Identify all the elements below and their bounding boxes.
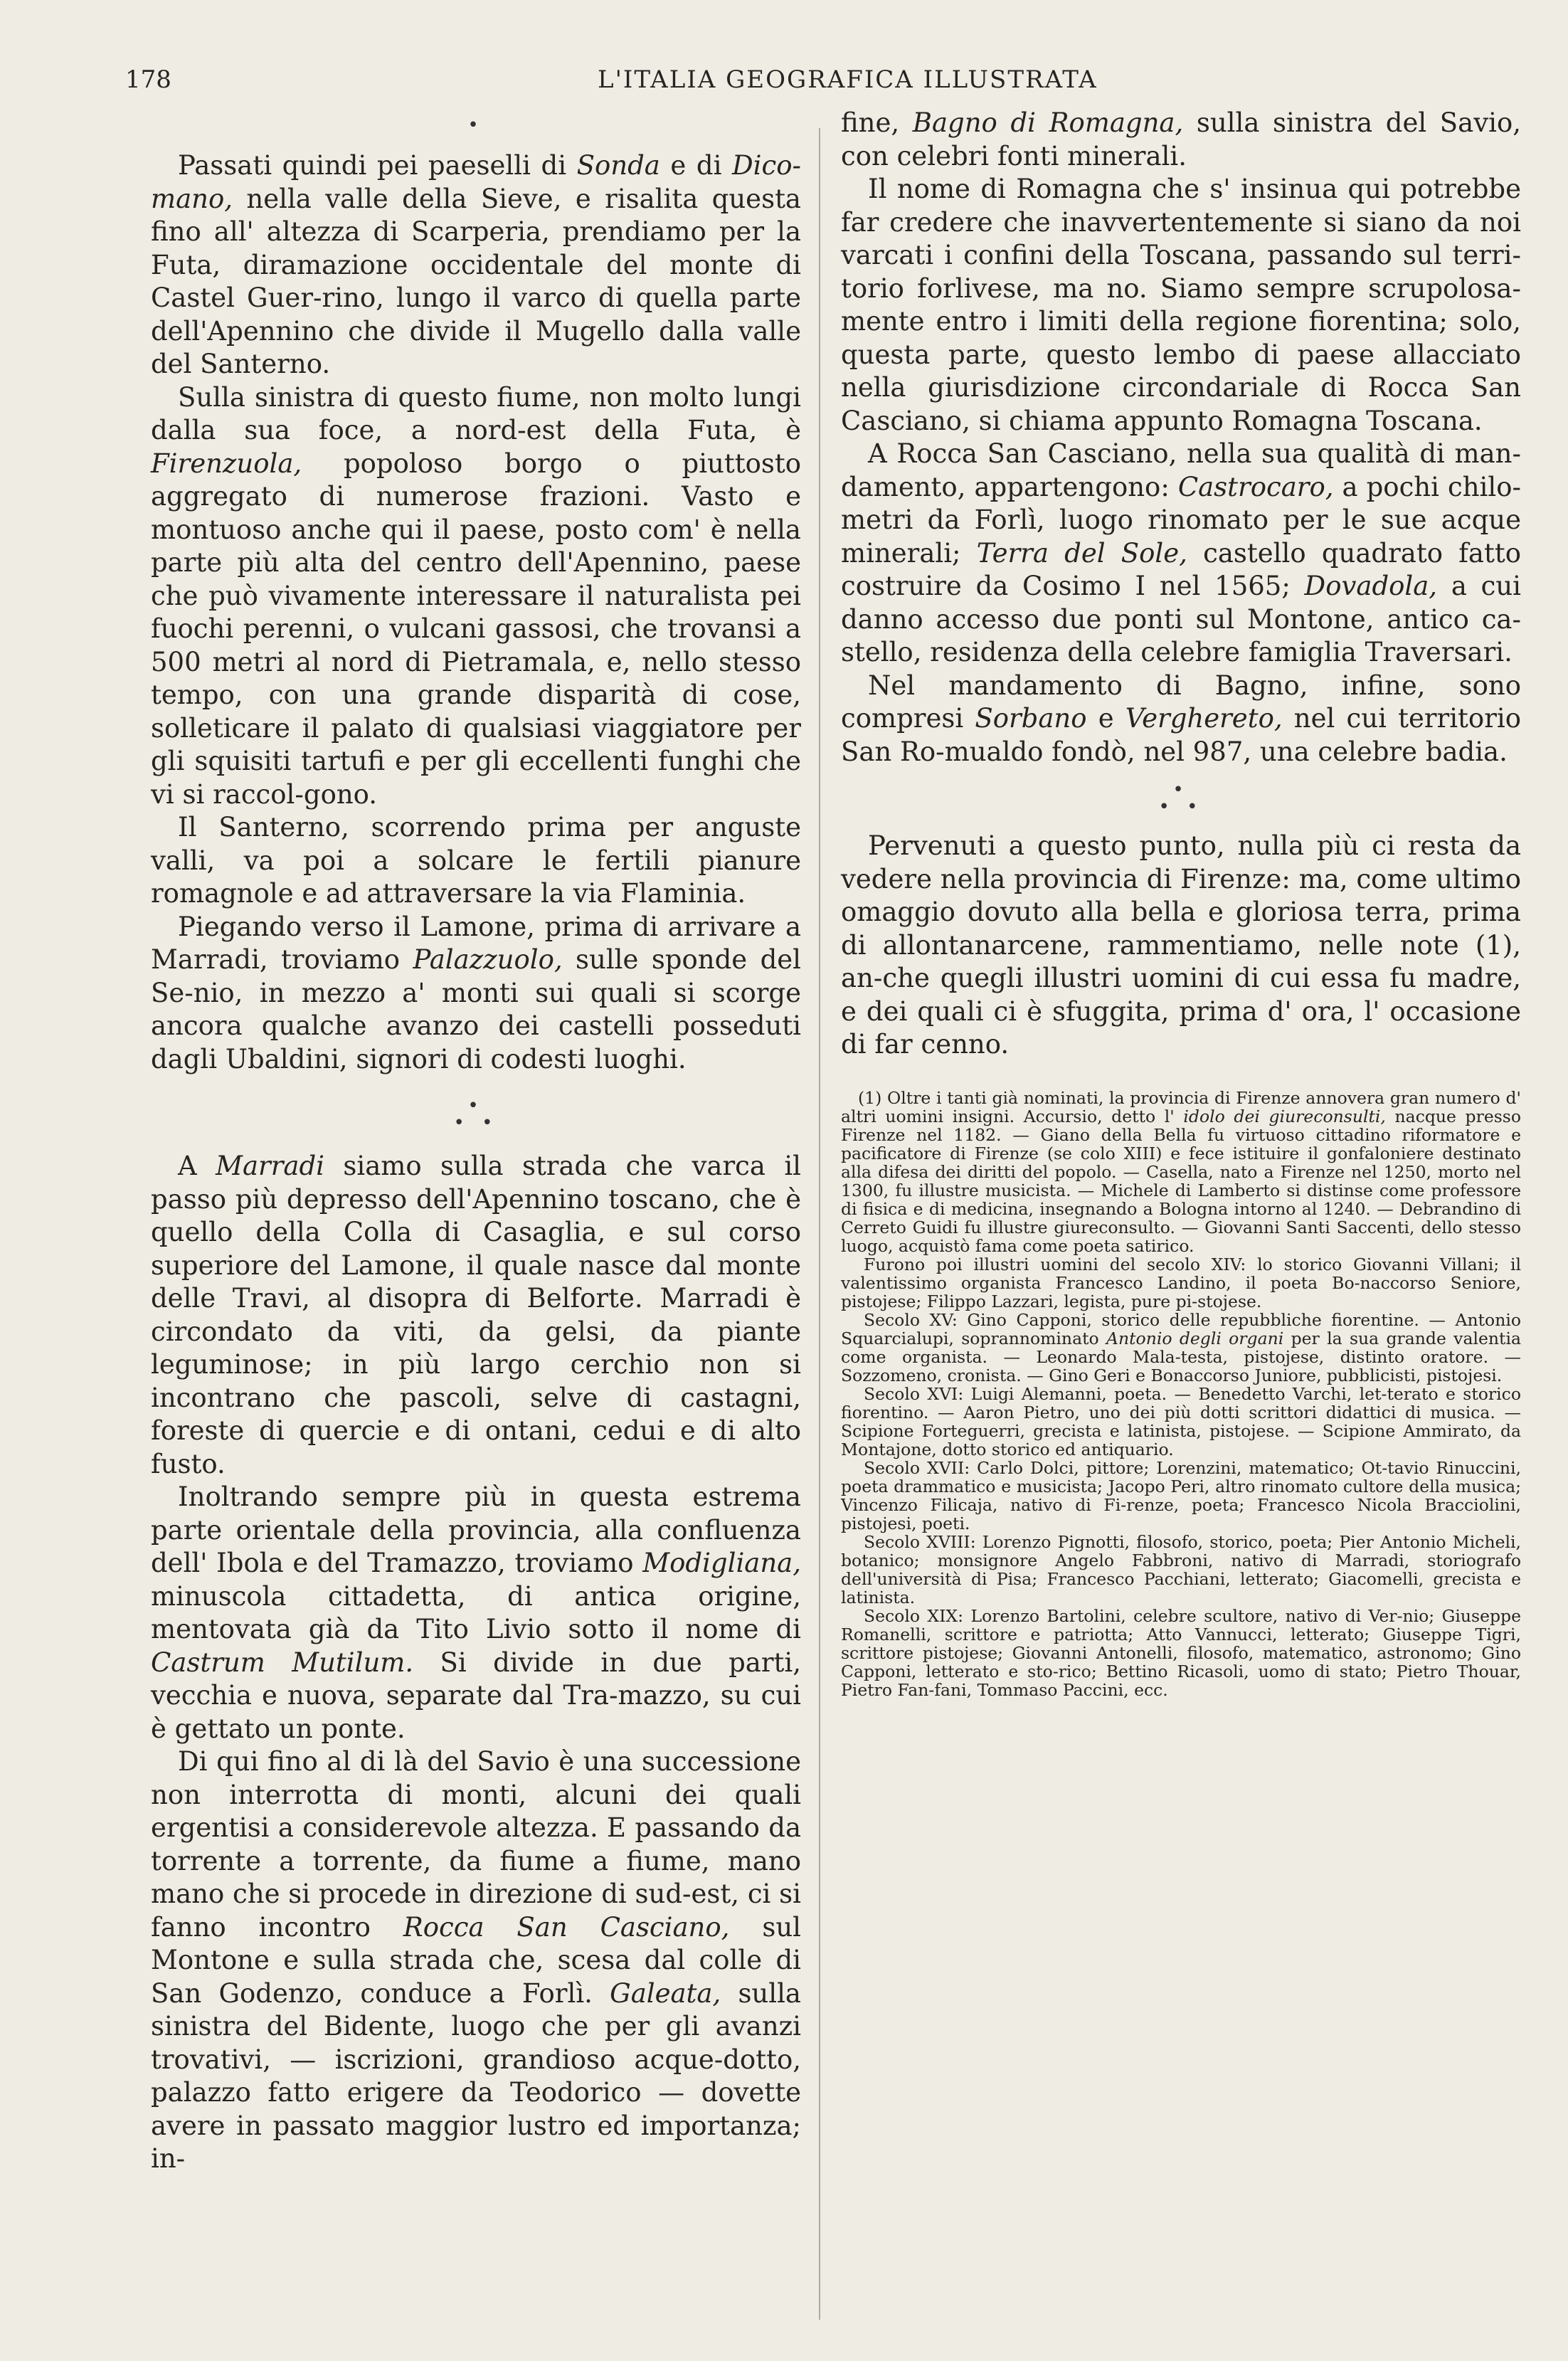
text-run: Sulla sinistra di questo fiume, non molto lungi dalla sua foce, a nord-est della Futa, è (151, 381, 801, 445)
footnote (841, 1255, 1521, 1311)
text-run: a pochi chilo-metri da Forlì, luogo rinomato per le sue acque minerali; (841, 471, 1521, 569)
text-run: Il Santerno, scorrendo prima per anguste valli, va poi a solcare le fertili pianure romagnole e ad attraversare la via Flaminia. (151, 812, 801, 909)
italic-run: Verghereto, (1125, 703, 1283, 734)
text-run: Inoltrando sempre più in questa estrema parte orientale della provincia, alla confluenza dell' Ibola e del Tramazzo, troviamo (151, 1481, 801, 1578)
text-run: Passati quindi pei paeselli di (178, 150, 577, 181)
text-run: sulle sponde del Se-nio, in mezzo a' monti sui quali si scorge ancora qualche avanzo dei castelli posseduti dagli Ubaldini, signori di codesti luoghi. (151, 944, 801, 1074)
separator-dots: • • (453, 1112, 499, 1134)
italic-run: Castrocaro, (1177, 471, 1334, 502)
footnote (841, 1385, 1521, 1459)
italic-run: Rocca San Casciano, (403, 1911, 730, 1943)
text-run: nacque presso Firenze nel 1182. — Giano della Bella fu virtuoso cittadino riformatore e pacificatore di Firenze (se colo XIII) e fece istituire il gonfaloniere destinato alla difesa dei diritti del popolo. — Casella, nato a Firenze nel 1250, morto nel 1300, fu illustre musicista. — Michele di Lamberto si distinse come professore di fisica e di medicina, insegnando a Bologna intorno al 1240. — Debrandino di Cerreto Guidi fu illustre giureconsulto. — Giovanni Santi Saccenti, dello stesso luogo, acquistò fama come poeta satirico. (841, 1106, 1522, 1256)
italic-run: Modigliana, (642, 1548, 801, 1578)
italic-run: Sonda (576, 150, 660, 181)
column-divider (819, 128, 820, 2320)
paragraph (151, 1745, 801, 2176)
text-run: Secolo XVII: Carlo Dolci, pittore; Lorenzini, matematico; Ot-tavio Rinuccini, poeta drammatico e musicista; Jacopo Peri, altro rinomato cultore della musica; Vincenzo Filicaja, nativo di Fi-renze, poeta; Francesco Nicola Bracciolini, pistojesi, poeti. (841, 1457, 1521, 1533)
section-separator (151, 117, 801, 134)
text-run: fine, (841, 107, 913, 138)
text-run: nel cui territorio San Ro-mualdo fondò, nel 987, una celebre badia. (841, 703, 1522, 767)
text-run: sulla sinistra del Bidente, luogo che per gli avanzi trovativi, — iscrizioni, grandioso acque-dotto, palazzo fatto erigere da Teodorico — dovette avere in passato maggior lustro ed importanza; in- (151, 1977, 801, 2174)
text-run: A Rocca San Casciano, nella sua qualità di man-damento, appartengono: (841, 438, 1521, 502)
text-run: sul Montone e sulla strada che, scesa dal colle di San Godenzo, conduce a Forlì. (151, 1911, 801, 2009)
paragraph (841, 107, 1521, 173)
paragraph (841, 438, 1521, 670)
page-header (0, 65, 1568, 108)
paragraph (841, 173, 1521, 438)
italic-run: Dovadola, (1304, 571, 1438, 601)
italic-run: Castrum Mutilum. (151, 1647, 414, 1678)
paragraph (151, 381, 801, 812)
text-run: Piegando verso il Lamone, prima di arrivare a Marradi, troviamo (151, 911, 801, 975)
text-run: siamo sulla strada che varca il passo più depresso dell'Apennino toscano, che è quello della Colla di Casaglia, e sul corso superiore del Lamone, il quale nasce dal monte delle Travi, al disopra di Belforte. Marradi è circondato da viti, da gelsi, da piante leguminose; in più largo cerchio non si incontrano che pascoli, selve di castagni, foreste di quercie e di ontani, cedui e di alto fusto. (151, 1151, 801, 1479)
italic-run: Firenzuola, (151, 448, 302, 479)
italic-run: Galeata, (610, 1977, 721, 2009)
text-run: (1) Oltre i tanti già nominati, la provincia di Firenze annovera gran numero d' altri uomini insigni. Accursio, detto l' (841, 1087, 1521, 1126)
paragraph (151, 911, 801, 1077)
text-run: e di (659, 150, 732, 181)
italic-run: Palazzuolo, (413, 944, 563, 975)
italic-run: Bagno di Romagna, (912, 107, 1184, 138)
column-right (841, 107, 1521, 1699)
italic-run: Dico-mano, (151, 150, 801, 214)
text-run: Nel mandamento di Bagno, infine, sono compresi (841, 670, 1521, 734)
paragraph (151, 811, 801, 911)
text-run: Furono poi illustri uomini del secolo XIV: lo storico Giovanni Villani; il valentissimo organista Francesco Landino, il poeta Bo-naccorso Seniore, pistojese; Filippo Lazzari, legista, pure pi-stojese. (841, 1254, 1521, 1311)
paragraph (841, 830, 1521, 1062)
text-run: A (178, 1151, 216, 1181)
text-run: e (1086, 703, 1125, 734)
column-left (151, 115, 802, 2176)
footnote (841, 1607, 1521, 1699)
footnote (841, 1089, 1521, 1255)
text-run: Di qui fino al di là del Savio è una successione non interrotta di monti, alcuni dei quali ergentisi a considerevole altezza. E passando da torrente a torrente, da fiume a fiume, mano mano che si procede in direzione di sud-est, ci si fanno incontro (151, 1746, 801, 1943)
text-run: Secolo XVI: Luigi Alemanni, poeta. — Benedetto Varchi, let-terato e storico fiorentino. — Aaron Pietro, uno dei più dotti scrittori didattici di musica. — Scipione Forteguerri, grecista e latinista, pistojese. — Scipione Ammirato, da Montajone, dotto storico ed antiquario. (841, 1383, 1521, 1459)
text-run: popoloso borgo o piuttosto aggregato di numerose frazioni. Vasto e montuoso anche qui il paese, posto com' è nella parte più alta del centro dell'Apennino, paese che può vivamente interessare il naturalista pei fuochi perenni, o vulcani gassosi, che trovansi a 500 metri al nord di Pietramala, e, nello stesso tempo, con una grande disparità di cose, solleticare il palato di qualsiasi viaggiatore per gli squisiti tartufi e per gli eccellenti funghi che vi si raccol-gono. (151, 448, 801, 810)
page-number: 178 (125, 65, 171, 94)
text-run: Secolo XIX: Lorenzo Bartolini, celebre scultore, nativo di Ver-nio; Giuseppe Romanelli, scrittore e patriotta; Atto Vannucci, letterato; Giuseppe Tigri, scrittore pistojese; Giovanni Antonelli, filosofo, matematico, astronomo; Gino Capponi, letterato e sto-rico; Bettino Ricasoli, uomo di stato; Pietro Thouar, Pietro Fan-fani, Tommaso Paccini, ecc. (841, 1605, 1521, 1700)
paragraph (151, 1150, 801, 1481)
text-run: per la sua grande valentia come organista. — Leonardo Mala-testa, pistojese, distinto oratore. — Sozzomeno, cronista. — Gino Geri e Bonaccorso Juniore, pubblicisti, pistojesi. (841, 1328, 1521, 1385)
paragraph (151, 1481, 801, 1745)
footnote (841, 1533, 1521, 1607)
text-run: Pervenuti a questo punto, nulla più ci resta da vedere nella provincia di Firenze: ma, come ultimo omaggio dovuto alla bella e gloriosa terra, prima di allontanarcene, rammentiamo, nelle note (1), an-che quegli illustri uomini di cui essa fu madre, e dei quali ci è sfuggita, prima d' ora, l' occasione di far cenno. (841, 830, 1521, 1060)
text-run: Si divide in due parti, vecchia e nuova, separate dal Tra-mazzo, su cui è gettato un ponte. (151, 1647, 802, 1744)
section-separator (841, 779, 1521, 818)
text-run: sulla sinistra del Savio, con celebri fonti minerali. (841, 107, 1521, 171)
text-run: nella valle della Sieve, e risalita questa fino all' altezza di Scarperia, prendiamo per la Futa, diramazione occidentale del monte di Castel Guer-rino, lungo il varco di quella parte dell'Apennino che divide il Mugello dalla valle del Santerno. (151, 183, 801, 379)
italic-run: idolo dei giureconsulti, (1183, 1106, 1386, 1126)
footnotes (841, 1089, 1521, 1699)
text-run: Secolo XV: Gino Capponi, storico delle repubbliche fiorentine. — Antonio Squarcialupi, soprannominato (841, 1309, 1521, 1348)
text-run: Il nome di Romagna che s' insinua qui potrebbe far credere che inavvertentemente si siano da noi varcati i confini della Toscana, passando sul terri-torio forlivese, ma no. Siamo sempre scrupolosa-mente entro i limiti della regione fiorentina; solo, questa parte, questo lembo di paese allacciato nella giurisdizione circondariale di Rocca San Casciano, si chiama appunto Romagna Toscana. (841, 174, 1521, 436)
separator-dot: • (467, 1095, 484, 1116)
paragraph (151, 149, 801, 381)
italic-run: Marradi (216, 1151, 325, 1181)
paragraph (841, 670, 1521, 769)
section-separator (151, 1095, 801, 1134)
footnote (841, 1459, 1521, 1533)
text-run: Secolo XVIII: Lorenzo Pignotti, filosofo, storico, poeta; Pier Antonio Micheli, botanico; monsignore Angelo Fabbroni, nativo di Marradi, storiografo dell'università di Pisa; Francesco Pacchiani, letterato; Giacomelli, grecista e latinista. (841, 1531, 1521, 1607)
running-title: L'ITALIA GEOGRAFICA ILLUSTRATA (598, 65, 1098, 94)
separator-dot: • (467, 115, 484, 136)
separator-dots: • • (1158, 796, 1204, 818)
separator-dot: • (1172, 779, 1190, 801)
italic-run: Sorbano (975, 703, 1087, 734)
text-run: a cui danno accesso due ponti sul Montone, antico ca-stello, residenza della celebre famiglia Traversari. (841, 571, 1522, 667)
text-run: minuscola cittadetta, di antica origine, mentovata già da Tito Livio sotto il nome di (151, 1580, 801, 1644)
italic-run: Antonio degli organi (1106, 1328, 1284, 1348)
text-run: castello quadrato fatto costruire da Cosimo I nel 1565; (841, 537, 1521, 601)
italic-run: Terra del Sole, (976, 537, 1187, 569)
footnote (841, 1311, 1521, 1385)
